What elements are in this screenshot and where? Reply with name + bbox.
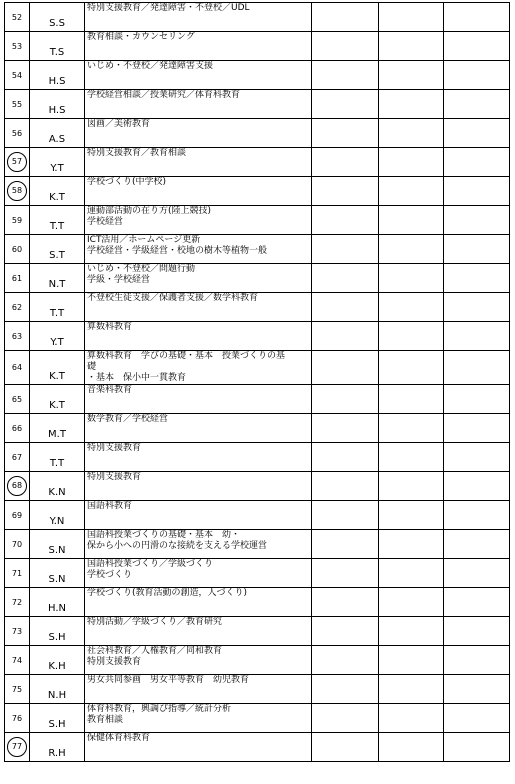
initials: T.T <box>49 308 65 319</box>
initials: T.S <box>49 47 65 58</box>
empty-cell-1 <box>312 617 379 646</box>
specialty-cell <box>85 472 312 501</box>
row-number-cell <box>5 61 30 90</box>
empty-cell-1 <box>312 264 379 293</box>
specialty-line: いじめ・不登校／問題行動 <box>87 264 196 274</box>
specialty-line: 保から小への円滑のな接続を支える学校運営 <box>87 541 268 551</box>
specialty-line: 数学教育／学校経営 <box>87 414 169 424</box>
initials-cell <box>30 293 85 322</box>
table-row <box>5 704 510 733</box>
empty-cell-3 <box>444 177 510 206</box>
specialty-line: 特別支援教育／教育相談 <box>87 148 187 158</box>
row-number: 75 <box>11 684 23 694</box>
circled-row-number: 77 <box>7 737 27 757</box>
initials-cell <box>30 177 85 206</box>
initials-cell <box>30 235 85 264</box>
table-row <box>5 501 510 530</box>
initials: Y.N <box>49 516 65 527</box>
specialty-cell <box>85 385 312 414</box>
empty-cell-3 <box>444 119 510 148</box>
specialty-cell <box>85 206 312 235</box>
empty-cell-1 <box>312 148 379 177</box>
initials: Y.T <box>50 337 64 348</box>
empty-cell-2 <box>379 90 444 119</box>
empty-cell-3 <box>444 588 510 617</box>
row-number: 62 <box>11 302 23 312</box>
table-row <box>5 235 510 264</box>
row-number-cell <box>5 617 30 646</box>
specialty-cell <box>85 351 312 385</box>
row-number: 70 <box>11 539 23 549</box>
table-row <box>5 90 510 119</box>
row-number: 60 <box>11 244 23 254</box>
row-number-cell <box>5 177 30 206</box>
row-number: 76 <box>11 713 23 723</box>
initials: K.N <box>48 487 66 498</box>
empty-cell-2 <box>379 733 444 762</box>
initials-cell <box>30 206 85 235</box>
empty-cell-2 <box>379 443 444 472</box>
initials-cell <box>30 675 85 704</box>
empty-cell-3 <box>444 32 510 61</box>
empty-cell-3 <box>444 264 510 293</box>
table-row <box>5 530 510 559</box>
initials: H.S <box>48 76 66 87</box>
empty-cell-3 <box>444 559 510 588</box>
row-number-cell <box>5 472 30 501</box>
empty-cell-3 <box>444 351 510 385</box>
empty-cell-2 <box>379 235 444 264</box>
specialty-line: 学校経営 <box>87 217 124 227</box>
initials-cell <box>30 119 85 148</box>
row-number-cell <box>5 293 30 322</box>
table-row <box>5 351 510 385</box>
row-number-cell <box>5 704 30 733</box>
specialty-line: 教育相談・カウンセリング <box>87 32 195 42</box>
row-number: 73 <box>11 626 23 636</box>
specialty-cell <box>85 264 312 293</box>
empty-cell-3 <box>444 646 510 675</box>
specialty-line: 学校づくり(中学校) <box>87 177 167 187</box>
empty-cell-3 <box>444 617 510 646</box>
empty-cell-3 <box>444 235 510 264</box>
specialty-cell <box>85 32 312 61</box>
empty-cell-1 <box>312 235 379 264</box>
empty-cell-3 <box>444 322 510 351</box>
specialty-cell <box>85 501 312 530</box>
table-row <box>5 61 510 90</box>
table-row <box>5 733 510 762</box>
table-row <box>5 588 510 617</box>
row-number: 64 <box>11 363 23 372</box>
empty-cell-1 <box>312 530 379 559</box>
row-number-cell <box>5 588 30 617</box>
row-number-cell <box>5 385 30 414</box>
initials: K.T <box>49 400 65 411</box>
initials: S.H <box>48 719 66 730</box>
specialty-line: 算数科教育 <box>87 322 133 332</box>
row-number: 65 <box>11 394 23 404</box>
empty-cell-1 <box>312 414 379 443</box>
empty-cell-1 <box>312 90 379 119</box>
table-row <box>5 206 510 235</box>
row-number: 63 <box>11 331 23 341</box>
initials-cell <box>30 414 85 443</box>
empty-cell-2 <box>379 177 444 206</box>
specialty-line: 学校づくり <box>87 570 133 580</box>
row-number-cell <box>5 119 30 148</box>
empty-cell-2 <box>379 414 444 443</box>
empty-cell-2 <box>379 588 444 617</box>
initials: H.S <box>48 105 66 116</box>
empty-cell-2 <box>379 617 444 646</box>
row-number-cell <box>5 443 30 472</box>
row-number: 74 <box>11 655 23 665</box>
row-number: 61 <box>11 273 23 283</box>
empty-cell-1 <box>312 119 379 148</box>
table-row <box>5 472 510 501</box>
empty-cell-2 <box>379 559 444 588</box>
empty-cell-3 <box>444 501 510 530</box>
empty-cell-2 <box>379 704 444 733</box>
specialty-cell <box>85 588 312 617</box>
initials-cell <box>30 148 85 177</box>
initials-cell <box>30 704 85 733</box>
initials-cell <box>30 646 85 675</box>
initials: M.T <box>48 429 66 440</box>
specialty-line: 社会科教育／人権教育／同和教育 <box>87 646 223 656</box>
specialty-cell <box>85 414 312 443</box>
row-number: 71 <box>11 568 23 578</box>
row-number: 67 <box>11 452 23 462</box>
specialty-cell <box>85 235 312 264</box>
initials-cell <box>30 472 85 501</box>
empty-cell-1 <box>312 351 379 385</box>
circled-row-number: 68 <box>7 476 27 496</box>
table-row <box>5 3 510 32</box>
empty-cell-2 <box>379 61 444 90</box>
table-row <box>5 148 510 177</box>
empty-cell-1 <box>312 177 379 206</box>
specialty-line: ・基本 保小中一貫教育 <box>87 373 187 383</box>
row-number-cell <box>5 501 30 530</box>
specialty-line: 国語科授業づくり／学級づくり <box>87 559 214 569</box>
empty-cell-2 <box>379 148 444 177</box>
empty-cell-2 <box>379 646 444 675</box>
initials-cell <box>30 90 85 119</box>
row-number-cell <box>5 148 30 177</box>
specialty-cell <box>85 61 312 90</box>
row-number: 59 <box>11 215 23 225</box>
initials: S.N <box>48 545 66 556</box>
empty-cell-3 <box>444 675 510 704</box>
circled-row-number: 57 <box>7 152 27 172</box>
empty-cell-2 <box>379 501 444 530</box>
specialty-line: 学級・学校経営 <box>87 275 151 285</box>
row-number-cell <box>5 90 30 119</box>
empty-cell-2 <box>379 264 444 293</box>
specialty-line: 学校経営相談／授業研究／体育科教育 <box>87 90 241 100</box>
row-number: 56 <box>11 128 23 138</box>
specialty-cell <box>85 322 312 351</box>
empty-cell-3 <box>444 90 510 119</box>
row-number-cell <box>5 322 30 351</box>
table-row <box>5 443 510 472</box>
empty-cell-3 <box>444 3 510 32</box>
empty-cell-2 <box>379 675 444 704</box>
table-row <box>5 617 510 646</box>
empty-cell-2 <box>379 322 444 351</box>
specialty-cell <box>85 675 312 704</box>
initials-cell <box>30 351 85 385</box>
row-number-cell <box>5 530 30 559</box>
specialty-cell <box>85 443 312 472</box>
empty-cell-2 <box>379 385 444 414</box>
initials-cell <box>30 617 85 646</box>
specialty-line: いじめ・不登校／発達障害支援 <box>87 61 214 71</box>
initials-cell <box>30 32 85 61</box>
initials-cell <box>30 3 85 32</box>
empty-cell-3 <box>444 206 510 235</box>
specialty-line: ICT活用／ホームページ更新 <box>87 235 201 245</box>
empty-cell-1 <box>312 559 379 588</box>
specialty-line: 教育相談 <box>87 715 124 725</box>
row-number: 53 <box>11 41 23 51</box>
empty-cell-2 <box>379 32 444 61</box>
row-number: 54 <box>11 70 23 80</box>
specialty-line: 国語科授業づくりの基礎・基本 幼・ <box>87 530 241 540</box>
empty-cell-1 <box>312 322 379 351</box>
empty-cell-2 <box>379 293 444 322</box>
initials: A.S <box>48 134 66 145</box>
empty-cell-1 <box>312 443 379 472</box>
initials-cell <box>30 588 85 617</box>
initials: S.T <box>49 250 65 261</box>
initials-cell <box>30 385 85 414</box>
specialty-line: 運動部活動の在り方(陸上競技) <box>87 206 212 216</box>
table-row <box>5 293 510 322</box>
circled-row-number: 58 <box>7 181 27 201</box>
table-row <box>5 264 510 293</box>
row-number: 72 <box>11 597 23 607</box>
initials-cell <box>30 501 85 530</box>
specialty-cell <box>85 3 312 32</box>
initials-cell <box>30 530 85 559</box>
specialty-cell <box>85 617 312 646</box>
empty-cell-1 <box>312 32 379 61</box>
empty-cell-1 <box>312 704 379 733</box>
row-number-cell <box>5 351 30 385</box>
empty-cell-3 <box>444 293 510 322</box>
specialty-line: 体育科教育，興調ぴ指導／統計分析 <box>87 704 232 714</box>
initials-cell <box>30 61 85 90</box>
row-number: 69 <box>11 510 23 520</box>
empty-cell-1 <box>312 472 379 501</box>
row-number-cell <box>5 235 30 264</box>
empty-cell-1 <box>312 385 379 414</box>
specialty-line: 特別支援教育 <box>87 472 142 482</box>
initials-cell <box>30 443 85 472</box>
row-number: 66 <box>11 423 23 433</box>
advisor-table <box>4 2 510 762</box>
initials: N.H <box>47 690 67 701</box>
initials: S.H <box>48 632 66 643</box>
empty-cell-2 <box>379 472 444 501</box>
table-row <box>5 177 510 206</box>
empty-cell-1 <box>312 675 379 704</box>
row-number-cell <box>5 559 30 588</box>
empty-cell-2 <box>379 206 444 235</box>
row-number-cell <box>5 414 30 443</box>
empty-cell-1 <box>312 588 379 617</box>
initials: K.T <box>49 192 65 203</box>
empty-cell-1 <box>312 501 379 530</box>
row-number-cell <box>5 733 30 762</box>
specialty-cell <box>85 559 312 588</box>
empty-cell-2 <box>379 530 444 559</box>
empty-cell-2 <box>379 119 444 148</box>
empty-cell-3 <box>444 704 510 733</box>
empty-cell-3 <box>444 733 510 762</box>
initials: Y.T <box>50 163 64 174</box>
specialty-line: 特別活動／学級づくり／教育研究 <box>87 617 223 627</box>
initials: S.N <box>48 574 66 585</box>
specialty-cell <box>85 293 312 322</box>
empty-cell-2 <box>379 3 444 32</box>
specialty-line: 算数科教育 学びの基礎・基本 授業づくりの基 <box>87 351 286 361</box>
specialty-cell <box>85 646 312 675</box>
table-row <box>5 414 510 443</box>
specialty-cell <box>85 148 312 177</box>
table-row <box>5 385 510 414</box>
specialty-line: 男女共同参画 男女平等教育 幼児教育 <box>87 675 250 685</box>
table-row <box>5 675 510 704</box>
specialty-line: 保健体育科教育 <box>87 733 151 743</box>
initials: S.S <box>49 18 65 29</box>
initials-cell <box>30 559 85 588</box>
initials-cell <box>30 322 85 351</box>
specialty-line: 学校づくり(教育活動の創造，人づくり) <box>87 588 248 598</box>
initials: N.T <box>48 279 66 290</box>
table-row <box>5 119 510 148</box>
empty-cell-1 <box>312 3 379 32</box>
specialty-line: 国語科教育 <box>87 501 133 511</box>
specialty-line: 特別支援教育 <box>87 443 142 453</box>
initials: T.T <box>49 458 65 469</box>
specialty-line: 音楽科教育 <box>87 385 133 395</box>
row-number-cell <box>5 646 30 675</box>
specialty-line: 不登校生徒支援／保護者支援／数学科教育 <box>87 293 259 303</box>
row-number-cell <box>5 3 30 32</box>
row-number: 55 <box>11 99 23 109</box>
initials: K.T <box>49 371 65 382</box>
empty-cell-3 <box>444 472 510 501</box>
initials-cell <box>30 733 85 762</box>
empty-cell-1 <box>312 733 379 762</box>
specialty-line: 特別支援教育 <box>87 657 142 667</box>
specialty-cell <box>85 704 312 733</box>
specialty-line: 図画／美術教育 <box>87 119 151 129</box>
advisor-table-body <box>5 3 510 762</box>
empty-cell-3 <box>444 443 510 472</box>
specialty-cell <box>85 530 312 559</box>
table-row <box>5 646 510 675</box>
empty-cell-3 <box>444 148 510 177</box>
row-number: 52 <box>11 12 23 22</box>
empty-cell-2 <box>379 351 444 385</box>
empty-cell-3 <box>444 385 510 414</box>
specialty-cell <box>85 119 312 148</box>
empty-cell-1 <box>312 206 379 235</box>
specialty-cell <box>85 177 312 206</box>
initials: K.H <box>48 661 66 672</box>
empty-cell-3 <box>444 414 510 443</box>
empty-cell-1 <box>312 61 379 90</box>
row-number-cell <box>5 206 30 235</box>
specialty-line: 礎 <box>87 362 97 372</box>
empty-cell-3 <box>444 530 510 559</box>
table-row <box>5 559 510 588</box>
table-row <box>5 322 510 351</box>
empty-cell-3 <box>444 61 510 90</box>
row-number-cell <box>5 264 30 293</box>
specialty-line: 特別支援教育／発達障害・不登校／UDL <box>87 3 250 13</box>
row-number-cell <box>5 675 30 704</box>
specialty-cell <box>85 733 312 762</box>
specialty-cell <box>85 90 312 119</box>
initials: R.H <box>48 748 66 759</box>
specialty-line: 学校経営・学級経営・校地の樹木等植物一般 <box>87 246 268 256</box>
empty-cell-1 <box>312 646 379 675</box>
empty-cell-1 <box>312 293 379 322</box>
initials: H.N <box>47 603 66 614</box>
initials: T.T <box>49 221 65 232</box>
initials-cell <box>30 264 85 293</box>
row-number-cell <box>5 32 30 61</box>
table-row <box>5 32 510 61</box>
